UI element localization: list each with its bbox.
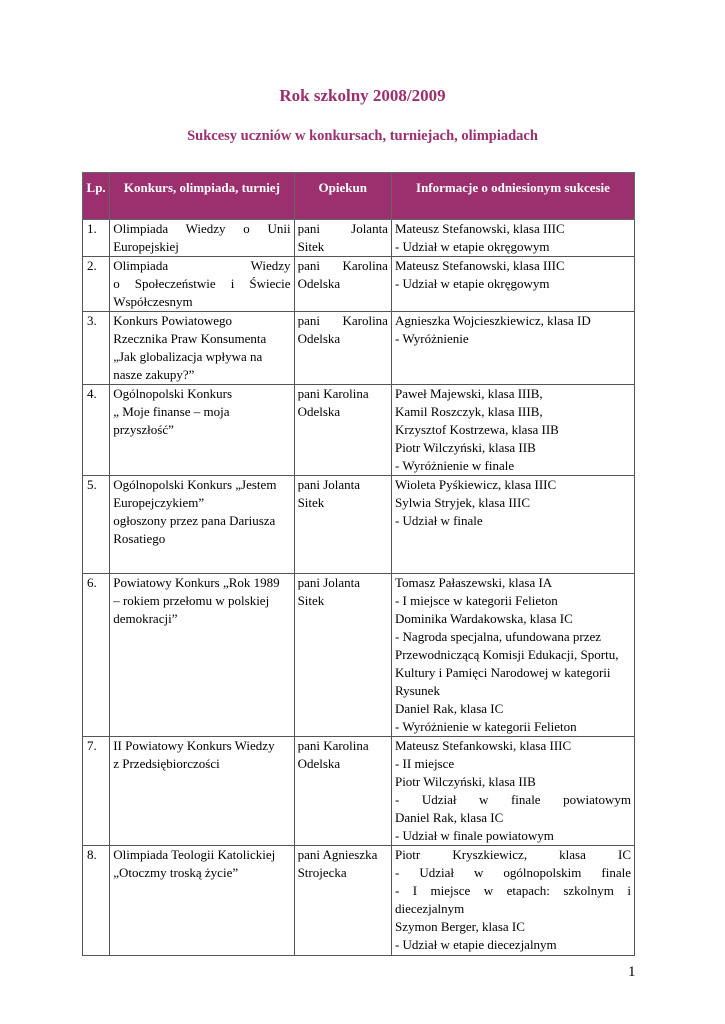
- cell-line: pani Karolina: [297, 258, 388, 273]
- cell-line: Rosatiego: [113, 531, 166, 546]
- cell-opiekun: [294, 476, 391, 574]
- cell-line: Ogólnopolski Konkurs: [113, 386, 233, 401]
- cell-line: Odelska: [297, 276, 341, 291]
- cell-line: Mateusz Stefanowski, klasa IIIC: [394, 221, 565, 236]
- cell-line: Olimpiada Wiedzy: [113, 258, 291, 273]
- cell-line: Ogólnopolski Konkurs „Jestem: [113, 477, 277, 492]
- cell-line: Paweł Majewski, klasa IIIB,: [394, 386, 543, 401]
- header-konkurs: Konkurs, olimpiada, turniej: [110, 173, 294, 220]
- cell-opiekun: [294, 312, 391, 385]
- cell-line: z Przedsiębiorczości: [113, 756, 220, 771]
- cell-line: Odelska: [297, 404, 341, 419]
- cell-opiekun: [294, 220, 391, 257]
- cell-info: [391, 476, 634, 574]
- cell-info: [391, 737, 634, 846]
- cell-line: o Społeczeństwie i Świecie: [113, 276, 291, 291]
- cell-line: ogłoszony przez pana Dariusza: [113, 513, 276, 528]
- table-row: [83, 476, 635, 574]
- cell-line: „Jak globalizacja wpływa na: [113, 349, 263, 364]
- table-row: [83, 846, 635, 956]
- cell-line: Odelska: [297, 331, 341, 346]
- cell-line: „Otoczmy troską życie”: [113, 865, 239, 880]
- table-row: [83, 737, 635, 846]
- cell-line: - Udział w etapie okręgowym: [394, 276, 550, 291]
- cell-line: pani Karolina: [297, 738, 369, 753]
- cell-line: pani Karolina: [297, 386, 369, 401]
- cell-line: - Udział w finale powiatowym: [394, 828, 554, 843]
- cell-konkurs: [110, 846, 294, 956]
- cell-line: Agnieszka Wojcieszkiewicz, klasa ID: [394, 313, 591, 328]
- cell-lp: 5.: [83, 476, 110, 574]
- table-row: [83, 385, 635, 476]
- cell-line: Współczesnym: [113, 294, 193, 309]
- cell-line: - Nagroda specjalna, ufundowana przez: [394, 629, 602, 644]
- cell-line: Daniel Rak, klasa IC: [394, 810, 504, 825]
- cell-line: Odelska: [297, 756, 341, 771]
- cell-info: [391, 574, 634, 737]
- cell-info: [391, 846, 634, 956]
- cell-konkurs: [110, 476, 294, 574]
- cell-info: [391, 257, 634, 312]
- cell-konkurs: [110, 385, 294, 476]
- table-row: [83, 257, 635, 312]
- cell-line: „ Moje finanse – moja: [113, 404, 230, 419]
- cell-line: diecezjalnym: [394, 901, 465, 916]
- cell-line: Sitek: [297, 239, 325, 254]
- cell-line: pani Agnieszka: [297, 847, 378, 862]
- cell-line: - Wyróżnienie: [394, 331, 469, 346]
- cell-line: Konkurs Powiatowego: [113, 313, 233, 328]
- cell-line: Piotr Kryszkiewicz, klasa IC: [394, 847, 631, 862]
- cell-info: [391, 220, 634, 257]
- cell-line: Olimpiada Teologii Katolickiej: [113, 847, 276, 862]
- cell-line: Sitek: [297, 495, 325, 510]
- cell-line: Przewodniczącą Komisji Edukacji, Sportu,: [394, 647, 619, 662]
- cell-opiekun: [294, 385, 391, 476]
- cell-line: Piotr Wilczyński, klasa IIB: [394, 440, 536, 455]
- cell-line: - Udział w ogólnopolskim finale: [394, 865, 631, 880]
- table-row: [83, 574, 635, 737]
- cell-opiekun: [294, 257, 391, 312]
- cell-line: Europejskiej: [113, 239, 179, 254]
- page-number: 1: [628, 964, 636, 980]
- cell-opiekun: [294, 737, 391, 846]
- cell-lp: 4.: [83, 385, 110, 476]
- cell-line: II Powiatowy Konkurs Wiedzy: [113, 738, 275, 753]
- cell-line: Strojecka: [297, 865, 347, 880]
- cell-lp: 1.: [83, 220, 110, 257]
- cell-opiekun: [294, 574, 391, 737]
- cell-lp: 8.: [83, 846, 110, 956]
- cell-line: - II miejsce: [394, 756, 455, 771]
- cell-lp: 7.: [83, 737, 110, 846]
- cell-line: Daniel Rak, klasa IC: [394, 701, 504, 716]
- cell-konkurs: [110, 574, 294, 737]
- cell-line: - Wyróżnienie w kategorii Felieton: [394, 719, 577, 734]
- cell-line: Mateusz Stefankowski, klasa IIIC: [394, 738, 572, 753]
- cell-line: Dominika Wardakowska, klasa IC: [394, 611, 573, 626]
- cell-line: Rysunek: [394, 683, 440, 698]
- cell-line: – rokiem przełomu w polskiej: [113, 593, 270, 608]
- cell-lp: 6.: [83, 574, 110, 737]
- cell-line: pani Jolanta: [297, 477, 361, 492]
- cell-info: [391, 312, 634, 385]
- cell-line: pani Jolanta: [297, 221, 388, 236]
- cell-line: Sylwia Stryjek, klasa IIIC: [394, 495, 531, 510]
- cell-line: Kamil Roszczyk, klasa IIIB,: [394, 404, 543, 419]
- header-opiekun: Opiekun: [294, 173, 391, 220]
- cell-line: - Udział w finale: [394, 513, 483, 528]
- cell-konkurs: [110, 737, 294, 846]
- cell-line: Sitek: [297, 593, 325, 608]
- cell-line: Mateusz Stefanowski, klasa IIIC: [394, 258, 565, 273]
- cell-line: - Wyróżnienie w finale: [394, 458, 515, 473]
- cell-line: - Udział w etapie diecezjalnym: [394, 937, 557, 952]
- cell-konkurs: [110, 220, 294, 257]
- cell-line: Rzecznika Praw Konsumenta: [113, 331, 267, 346]
- table-row: [83, 220, 635, 257]
- successes-table: [82, 172, 635, 956]
- cell-line: przyszłość”: [113, 422, 174, 437]
- cell-line: Szymon Berger, klasa IC: [394, 919, 525, 934]
- cell-line: - Udział w etapie okręgowym: [394, 239, 550, 254]
- cell-line: - I miejsce w etapach: szkolnym i: [394, 883, 631, 898]
- cell-lp: 3.: [83, 312, 110, 385]
- header-info: Informacje o odniesionym sukcesie: [391, 173, 634, 220]
- cell-line: - I miejsce w kategorii Felieton: [394, 593, 558, 608]
- cell-line: Piotr Wilczyński, klasa IIB: [394, 774, 536, 789]
- cell-line: Kultury i Pamięci Narodowej w kategorii: [394, 665, 611, 680]
- cell-line: Tomasz Pałaszewski, klasa IA: [394, 575, 553, 590]
- page-subtitle: Sukcesy uczniów w konkursach, turniejach, olimpiadach: [187, 128, 538, 144]
- cell-info: [391, 385, 634, 476]
- table-header-row: [83, 173, 635, 220]
- cell-lp: 2.: [83, 257, 110, 312]
- cell-opiekun: [294, 846, 391, 956]
- header-lp: Lp.: [83, 173, 110, 220]
- cell-konkurs: [110, 312, 294, 385]
- table-row: [83, 312, 635, 385]
- cell-line: Europejczykiem”: [113, 495, 205, 510]
- cell-konkurs: [110, 257, 294, 312]
- cell-line: Olimpiada Wiedzy o Unii: [113, 221, 291, 236]
- cell-line: Wioleta Pyśkiewicz, klasa IIIC: [394, 477, 557, 492]
- cell-line: demokracji”: [113, 611, 178, 626]
- cell-line: pani Jolanta: [297, 575, 361, 590]
- cell-line: Krzysztof Kostrzewa, klasa IIB: [394, 422, 559, 437]
- cell-line: nasze zakupy?”: [113, 367, 195, 382]
- page-title: Rok szkolny 2008/2009: [279, 86, 446, 105]
- cell-line: Powiatowy Konkurs „Rok 1989: [113, 575, 280, 590]
- cell-line: pani Karolina: [297, 313, 388, 328]
- cell-line: - Udział w finale powiatowym: [394, 792, 631, 807]
